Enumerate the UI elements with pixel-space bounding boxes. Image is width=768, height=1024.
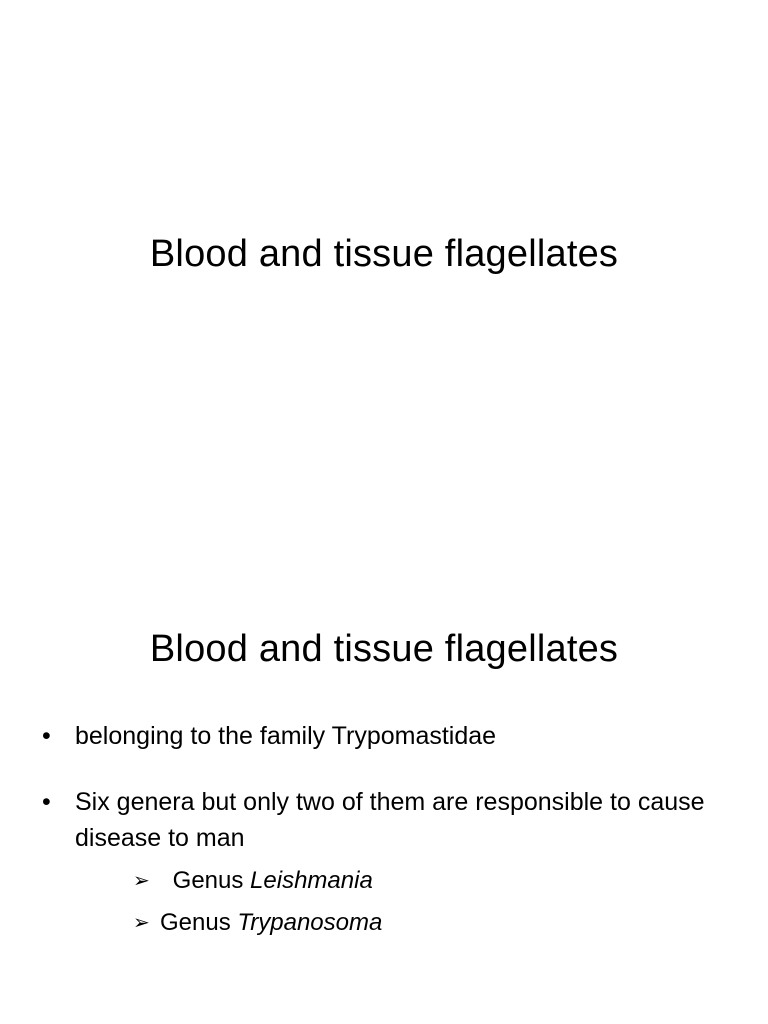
slide-1-title: Blood and tissue flagellates — [149, 233, 619, 275]
bullet-icon: • — [42, 722, 51, 750]
bullet-item — [42, 718, 722, 754]
bullet-text: Six genera but only two of them are responsible to cause disease to man — [75, 788, 705, 852]
arrow-bullet-icon: ➢ — [133, 870, 150, 892]
bullet-text: belonging to the family Trypomastidae — [75, 722, 497, 750]
slide-2-title: Blood and tissue flagellates — [149, 628, 619, 670]
genus-name: Trypanosoma — [237, 909, 383, 936]
genus-list — [75, 860, 722, 944]
genus-item — [75, 860, 722, 902]
genus-prefix: Genus — [166, 867, 251, 894]
genus-item — [75, 902, 722, 944]
bullet-icon: • — [42, 788, 51, 816]
genus-name: Leishmania — [250, 867, 373, 894]
bullet-list — [42, 718, 722, 944]
arrow-bullet-icon: ➢ — [133, 912, 150, 934]
bullet-item — [42, 784, 722, 944]
genus-prefix: Genus — [160, 909, 238, 936]
slide-2 — [0, 576, 768, 1024]
